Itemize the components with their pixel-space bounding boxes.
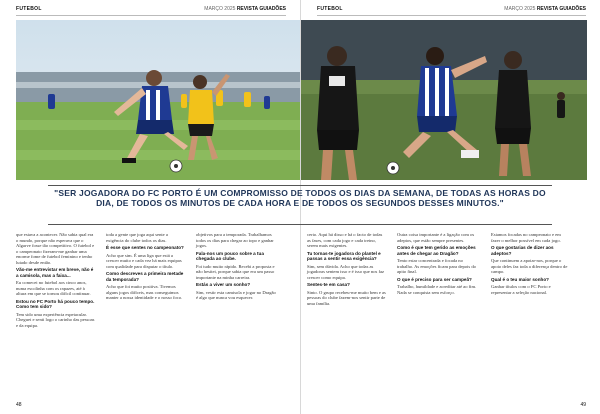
article-column-3 bbox=[196, 232, 276, 303]
magazine-name: REVISTA GUIADÕES bbox=[236, 6, 286, 12]
magazine-name: REVISTA GUIADÕES bbox=[536, 6, 586, 12]
header-rule bbox=[317, 15, 586, 16]
header-rule bbox=[16, 15, 286, 16]
paragraph: Ganhar títulos com o FC Porto e representar a seleção nacional. bbox=[491, 284, 551, 295]
paragraph: Acho que sim. É uma liga que está a crescer muito e cada vez há mais equipas com qualidade para disputar o título. bbox=[106, 252, 182, 269]
interview-question: Tu tornas-te jogadora do plantel e passas a sentir essa exigência? bbox=[307, 250, 381, 261]
paragraph: Acho que foi muito positiva. Tivemos alguns jogos difíceis, mas conseguimos manter a nossa identidade e o nosso foco. bbox=[106, 284, 183, 300]
paragraph: Sim, vestir esta camisola e jogar no Dragão é algo que nunca vou esquecer. bbox=[196, 289, 276, 300]
interview-question: Sentes-te em casa? bbox=[307, 282, 350, 287]
interview-question: Qual é o teu maior sonho? bbox=[491, 276, 549, 282]
interview-question: Estás a viver um sonho? bbox=[196, 282, 251, 287]
article-column-6 bbox=[491, 232, 571, 297]
issue-meta bbox=[504, 6, 586, 12]
match-photo-left-image bbox=[16, 20, 300, 180]
paragraph: Estamos focadas no campeonato e em fazer o melhor possível em cada jogo. bbox=[491, 232, 561, 243]
interview-question: É esse que sentes no campeonato? bbox=[106, 245, 184, 250]
paragraph: Sinto. O grupo recebeu-me muito bem e as pessoas do clube fazem-nos sentir parte de uma família. bbox=[307, 289, 386, 306]
pull-quote-rule-bottom bbox=[48, 224, 552, 225]
paragraph: Trabalho, humildade e acreditar até ao fim. Nada se conquista sem esforço. bbox=[397, 284, 477, 295]
paragraph: Outra coisa importante é a ligação com os adeptos, que estão sempre presentes. bbox=[397, 232, 475, 243]
paragraph: Foi tudo muito rápido. Recebi a proposta e não hesitei, porque sabia que era um passo importante na minha carreira. bbox=[196, 263, 275, 280]
match-photo-right bbox=[301, 20, 587, 180]
interview-question: Fala-nos um pouco sobre a tua chegada ao clube. bbox=[196, 250, 264, 261]
interview-question: Vão-me entrevistar em breve, não é a camisola, mas a faixa... bbox=[16, 267, 94, 278]
paragraph: certo. Aqui há disso e há o facto de todas as fases, com cada jogo e cada treino, serem mais exigentes. bbox=[307, 232, 383, 248]
paragraph: Que continuem a apoiar-nos, porque o apoio deles faz toda a diferença dentro de campo. bbox=[491, 258, 568, 274]
paragraph: Tento estar concentrada e focada no trabalho. As emoções ficam para depois do apito final. bbox=[397, 258, 476, 274]
paragraph: Tem sido uma experiência espetacular. Cheguei e senti logo o carinho das pessoas e da equipa. bbox=[16, 311, 95, 328]
page-number: 48 bbox=[16, 402, 22, 408]
article-column-2 bbox=[106, 232, 186, 303]
paragraph: toda a gente que joga aqui sente a exigência do clube todos os dias. bbox=[106, 232, 168, 243]
paragraph: objetivos para a temporada. Trabalhamos todos os dias para chegar ao topo e ganhar jogos. bbox=[196, 232, 274, 248]
pull-quote: "SER JOGADORA DO FC PORTO É UM COMPROMISSO DE TODOS OS DIAS DA SEMANA, DE TODAS AS HORAS DO DIA, DE TODOS OS MINUTOS DE CADA HORA E DE TODOS OS SEGUNDOS DESSES MINUTOS." bbox=[54, 188, 546, 208]
page-number: 49 bbox=[580, 402, 586, 408]
interview-question: Como é que tem gerido as emoções antes de chegar ao Dragão? bbox=[397, 245, 476, 256]
article-column-4 bbox=[307, 232, 387, 308]
paragraph: Eu comecei no futebol aos cinco anos, numa escolinha com os rapazes, até à altura em que se tornou difícil continuar. bbox=[16, 280, 91, 296]
article-column-1 bbox=[16, 232, 96, 330]
interview-question: O que gostarias de dizer aos adeptos? bbox=[491, 245, 554, 256]
issue-month: MARÇO 2025 bbox=[204, 6, 236, 12]
match-photo-left bbox=[16, 20, 300, 180]
pull-quote-rule-top bbox=[48, 185, 552, 186]
paragraph: Sim, sem dúvida. Acho que todas as jogadoras sentem isso e é isso que nos faz crescer como equipa. bbox=[307, 263, 385, 280]
issue-meta bbox=[204, 6, 286, 12]
match-photo-right-image bbox=[301, 20, 587, 180]
interview-question: Como descreves a primeira metade da temporada? bbox=[106, 271, 184, 282]
issue-month: MARÇO 2025 bbox=[504, 6, 536, 12]
paragraph: que estava a acontecer. Não sabia qual era o mundo, porque não esperava que o Algarve fosse tão competitivo. O futebol e o campeonato fizeram-me ganhar uma enorme fome de futebol feminino e tenho lutado desde então. bbox=[16, 232, 95, 265]
interview-question: Estou no FC Porto há pouco tempo. Como tem sido? bbox=[16, 298, 95, 309]
section-label: FUTEBOL bbox=[317, 6, 343, 12]
interview-question: O que é preciso para ser campeã? bbox=[397, 276, 472, 282]
section-label: FUTEBOL bbox=[16, 6, 42, 12]
article-column-5 bbox=[397, 232, 477, 297]
